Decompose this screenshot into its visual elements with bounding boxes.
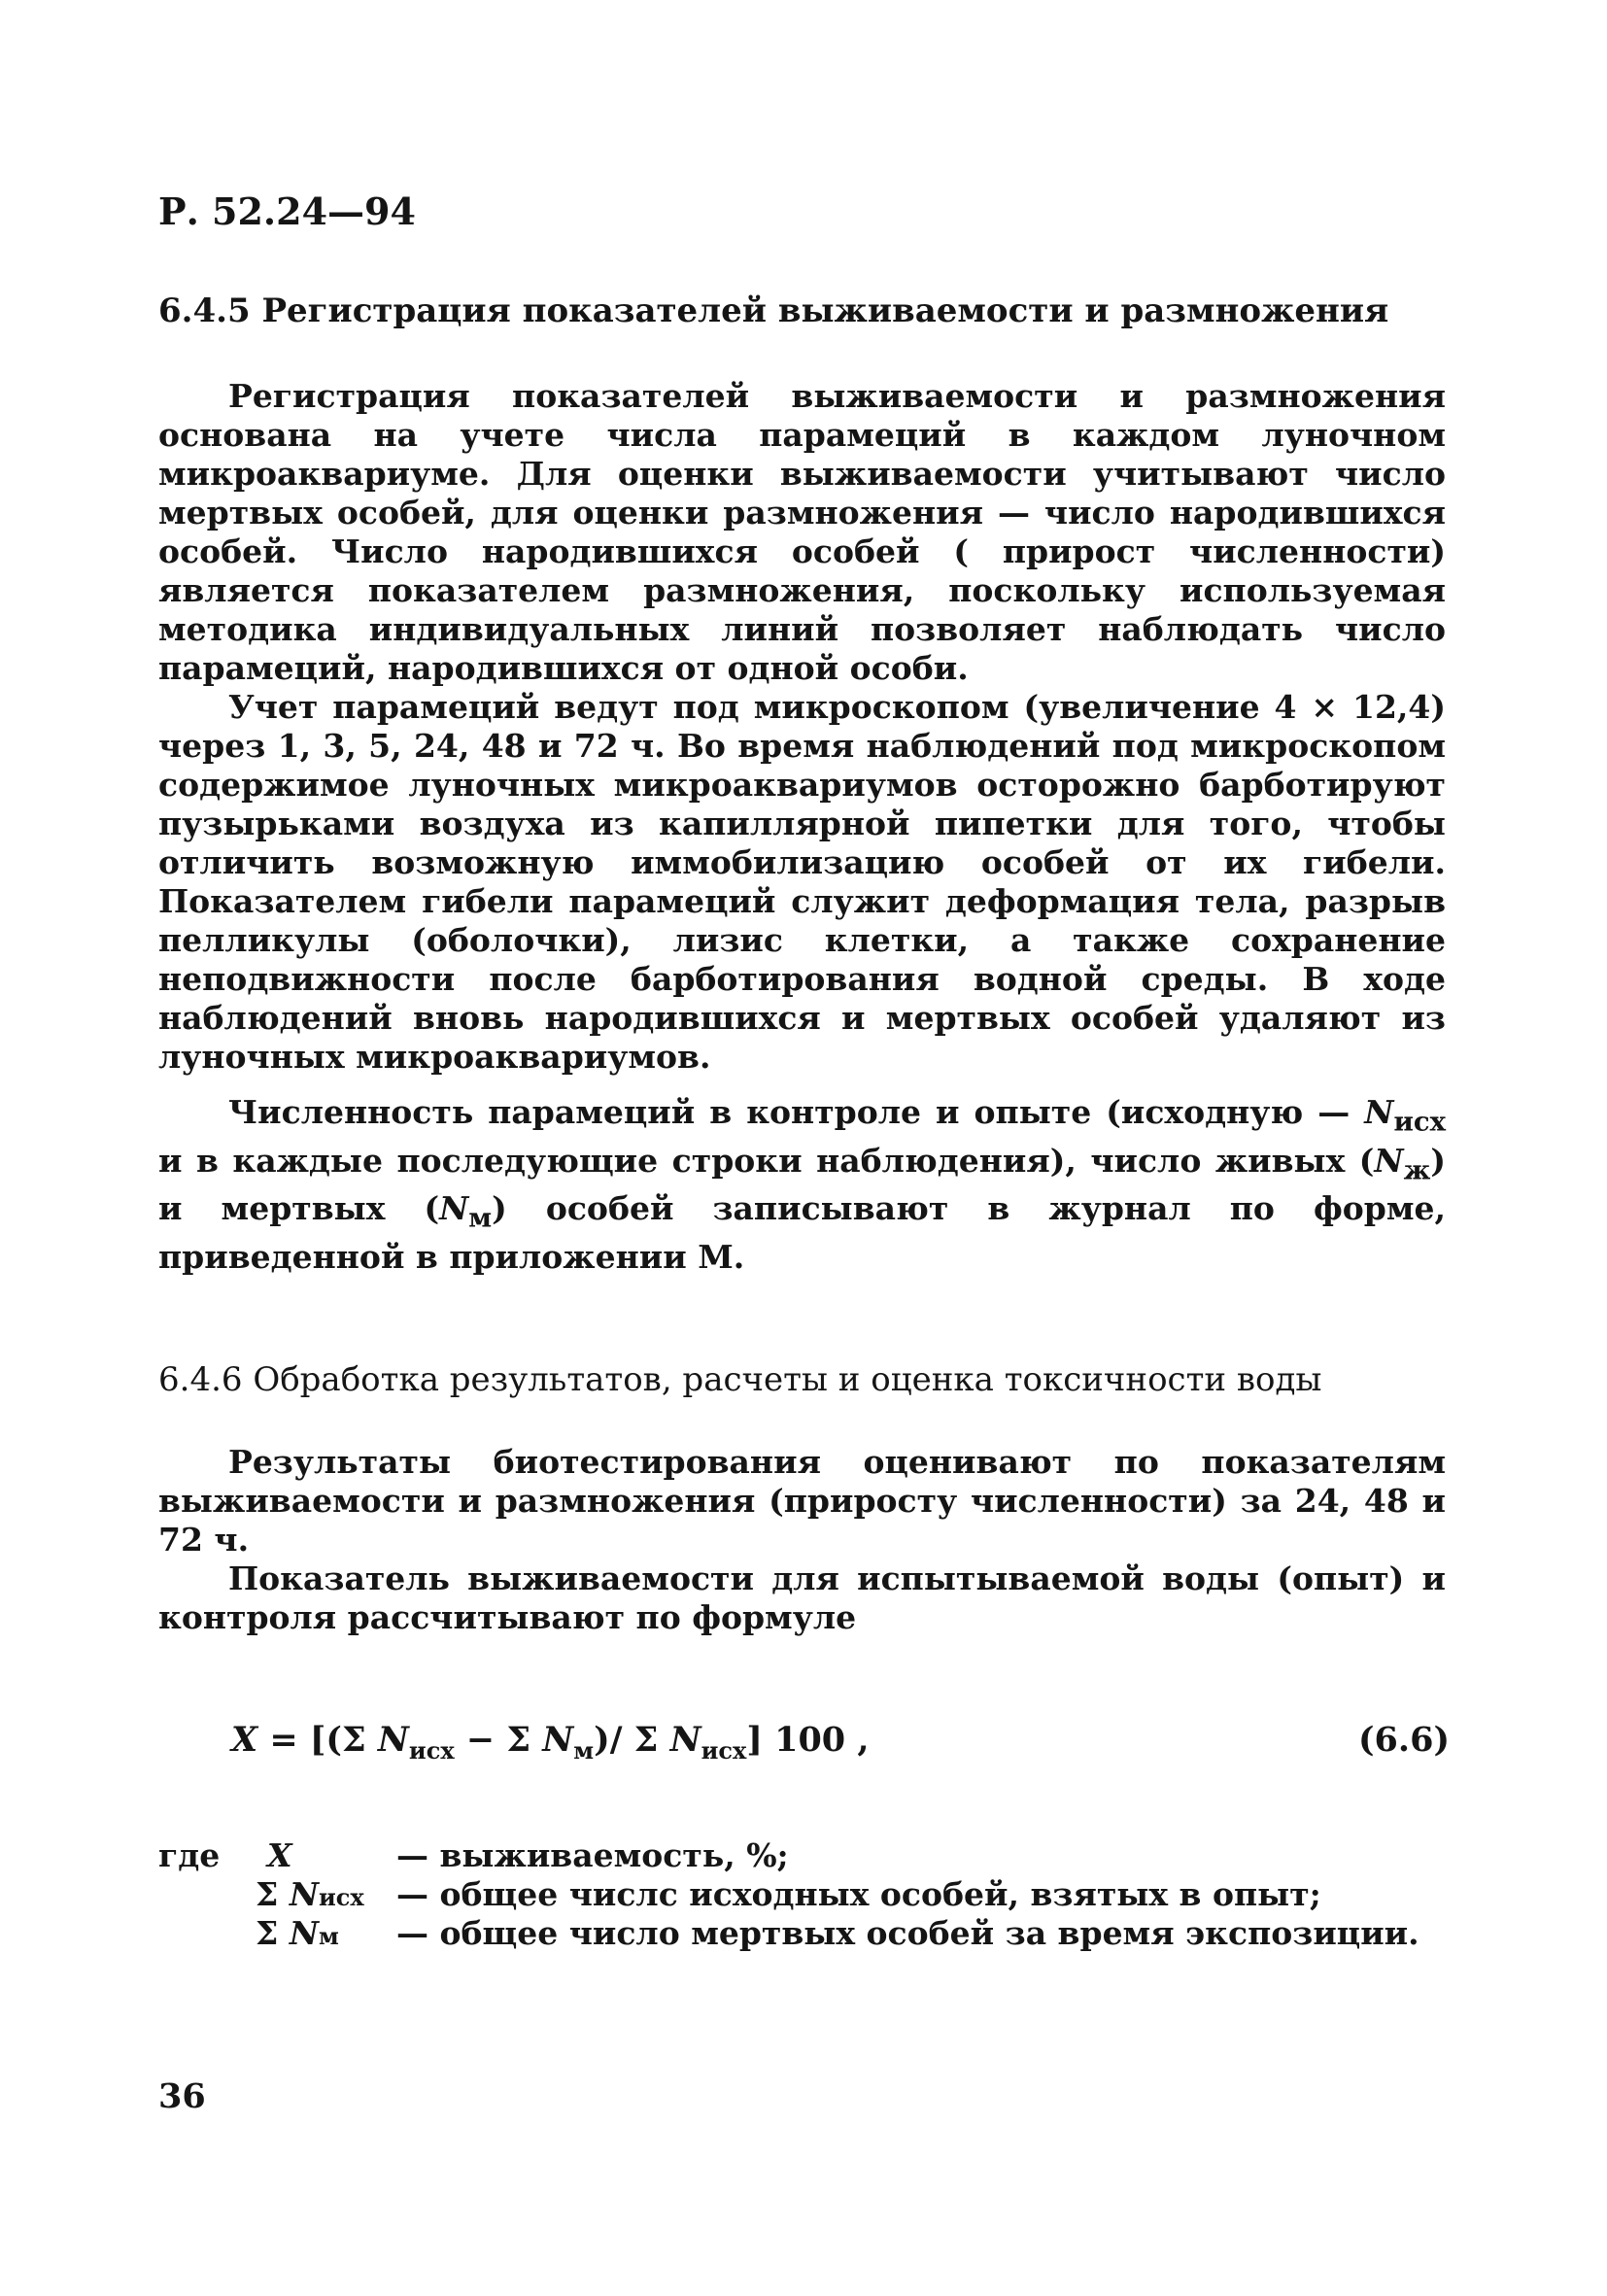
formula-part: )/ Σ: [594, 1720, 670, 1760]
var-n: N: [289, 1914, 319, 1952]
formula-6-6: [231, 1720, 870, 1765]
definition-text: — общее число мертвых особей за время экспозиции.: [396, 1914, 1419, 1952]
text-fragment: и в каждые последующие строки наблюдения), число живых (: [158, 1141, 1375, 1180]
subscript: м: [319, 1922, 339, 1950]
definition-text: — общее числс исходных особей, взятых в опыт;: [396, 1875, 1321, 1913]
definition-symbol: [256, 1914, 339, 1956]
formula-var-n: N: [669, 1720, 701, 1760]
formula-part: = [(Σ: [257, 1720, 378, 1760]
paragraph-registration: Регистрация показателей выживаемости и размножения основана на учете числа парамеций в каждом луночном микроаквариуме. Для оценки выживаемости учитывают число мертвых особей, для оценки размножения — число народившихся особей. Число народившихся особей ( прирост численности) является показателем размножения, поскольку используемая методика индивидуальных линий позволяет наблюдать число парамеций, народившихся от одной особи.: [158, 377, 1446, 687]
definition-row: [158, 1875, 1321, 1914]
sigma-sign: Σ: [256, 1875, 290, 1913]
text-fragment: ) особей записывают в журнал по форме, приведенной в приложении М.: [158, 1189, 1447, 1276]
subscript: ж: [1403, 1154, 1431, 1186]
formula-part: ] 100 ,: [746, 1720, 870, 1760]
subscript: м: [468, 1202, 493, 1234]
where-label: где: [158, 1836, 221, 1874]
formula-var-n: N: [542, 1720, 574, 1760]
formula-part: − Σ: [454, 1720, 543, 1760]
paragraph-results: Результаты биотестирования оценивают по показателям выживаемости и размножения (приросту численности) за 24, 48 и 72 ч.: [158, 1443, 1446, 1559]
formula-subscript: м: [573, 1736, 595, 1765]
paragraph-journal: [158, 1093, 1446, 1277]
formula-var-n: N: [377, 1720, 409, 1760]
formula-lhs: X: [231, 1720, 258, 1760]
text-fragment: ) и мертвых (: [158, 1141, 1446, 1228]
section-title-6-4-6: 6.4.6 Обработка результатов, расчеты и оценка токсичности воды: [158, 1360, 1322, 1399]
var-n: N: [289, 1875, 319, 1913]
page-number: 36: [158, 2076, 206, 2116]
subscript: исх: [319, 1883, 364, 1911]
formula-subscript: исх: [408, 1736, 455, 1765]
section-title-6-4-5: 6.4.5 Регистрация показателей выживаемости и размножения: [158, 291, 1389, 330]
definitions-list: [158, 1836, 1419, 1953]
subscript: исх: [1393, 1106, 1446, 1138]
paragraph-formula-intro: Показатель выживаемости для испытываемой воды (опыт) и контроля рассчитывают по формуле: [158, 1559, 1446, 1636]
equation-number: (6.6): [1358, 1720, 1451, 1760]
var-n: N: [439, 1189, 469, 1228]
text-fragment: Численность парамеций в контроле и опыте (исходную —: [228, 1093, 1365, 1131]
sigma-sign: Σ: [256, 1914, 290, 1952]
var-n: N: [1364, 1093, 1394, 1131]
definition-symbol: [256, 1875, 364, 1917]
definition-row: [158, 1914, 1419, 1953]
definition-symbol: X: [267, 1836, 292, 1874]
paragraph-counting: Учет парамеций ведут под микроскопом (увеличение 4 × 12,4) через 1, 3, 5, 24, 48 и 72 ч. Во время наблюдений под микроскопом содержимое луночных микроаквариумов осторожно барботируют пузырьками воздуха из капиллярной пипетки для того, чтобы отличить возможную иммобилизацию особей от их гибели. Показателем гибели парамеций служит деформация тела, разрыв пелликулы (оболочки), лизис клетки, а также сохранение неподвижности после барботирования водной среды. В ходе наблюдений вновь народившихся и мертвых особей удаляют из луночных микроаквариумов.: [158, 688, 1446, 1076]
definition-text: — выживаемость, %;: [396, 1836, 789, 1874]
formula-subscript: исх: [701, 1736, 747, 1765]
document-code: Р. 52.24—94: [158, 189, 416, 233]
var-n: N: [1374, 1141, 1404, 1180]
definition-row: [158, 1836, 789, 1875]
